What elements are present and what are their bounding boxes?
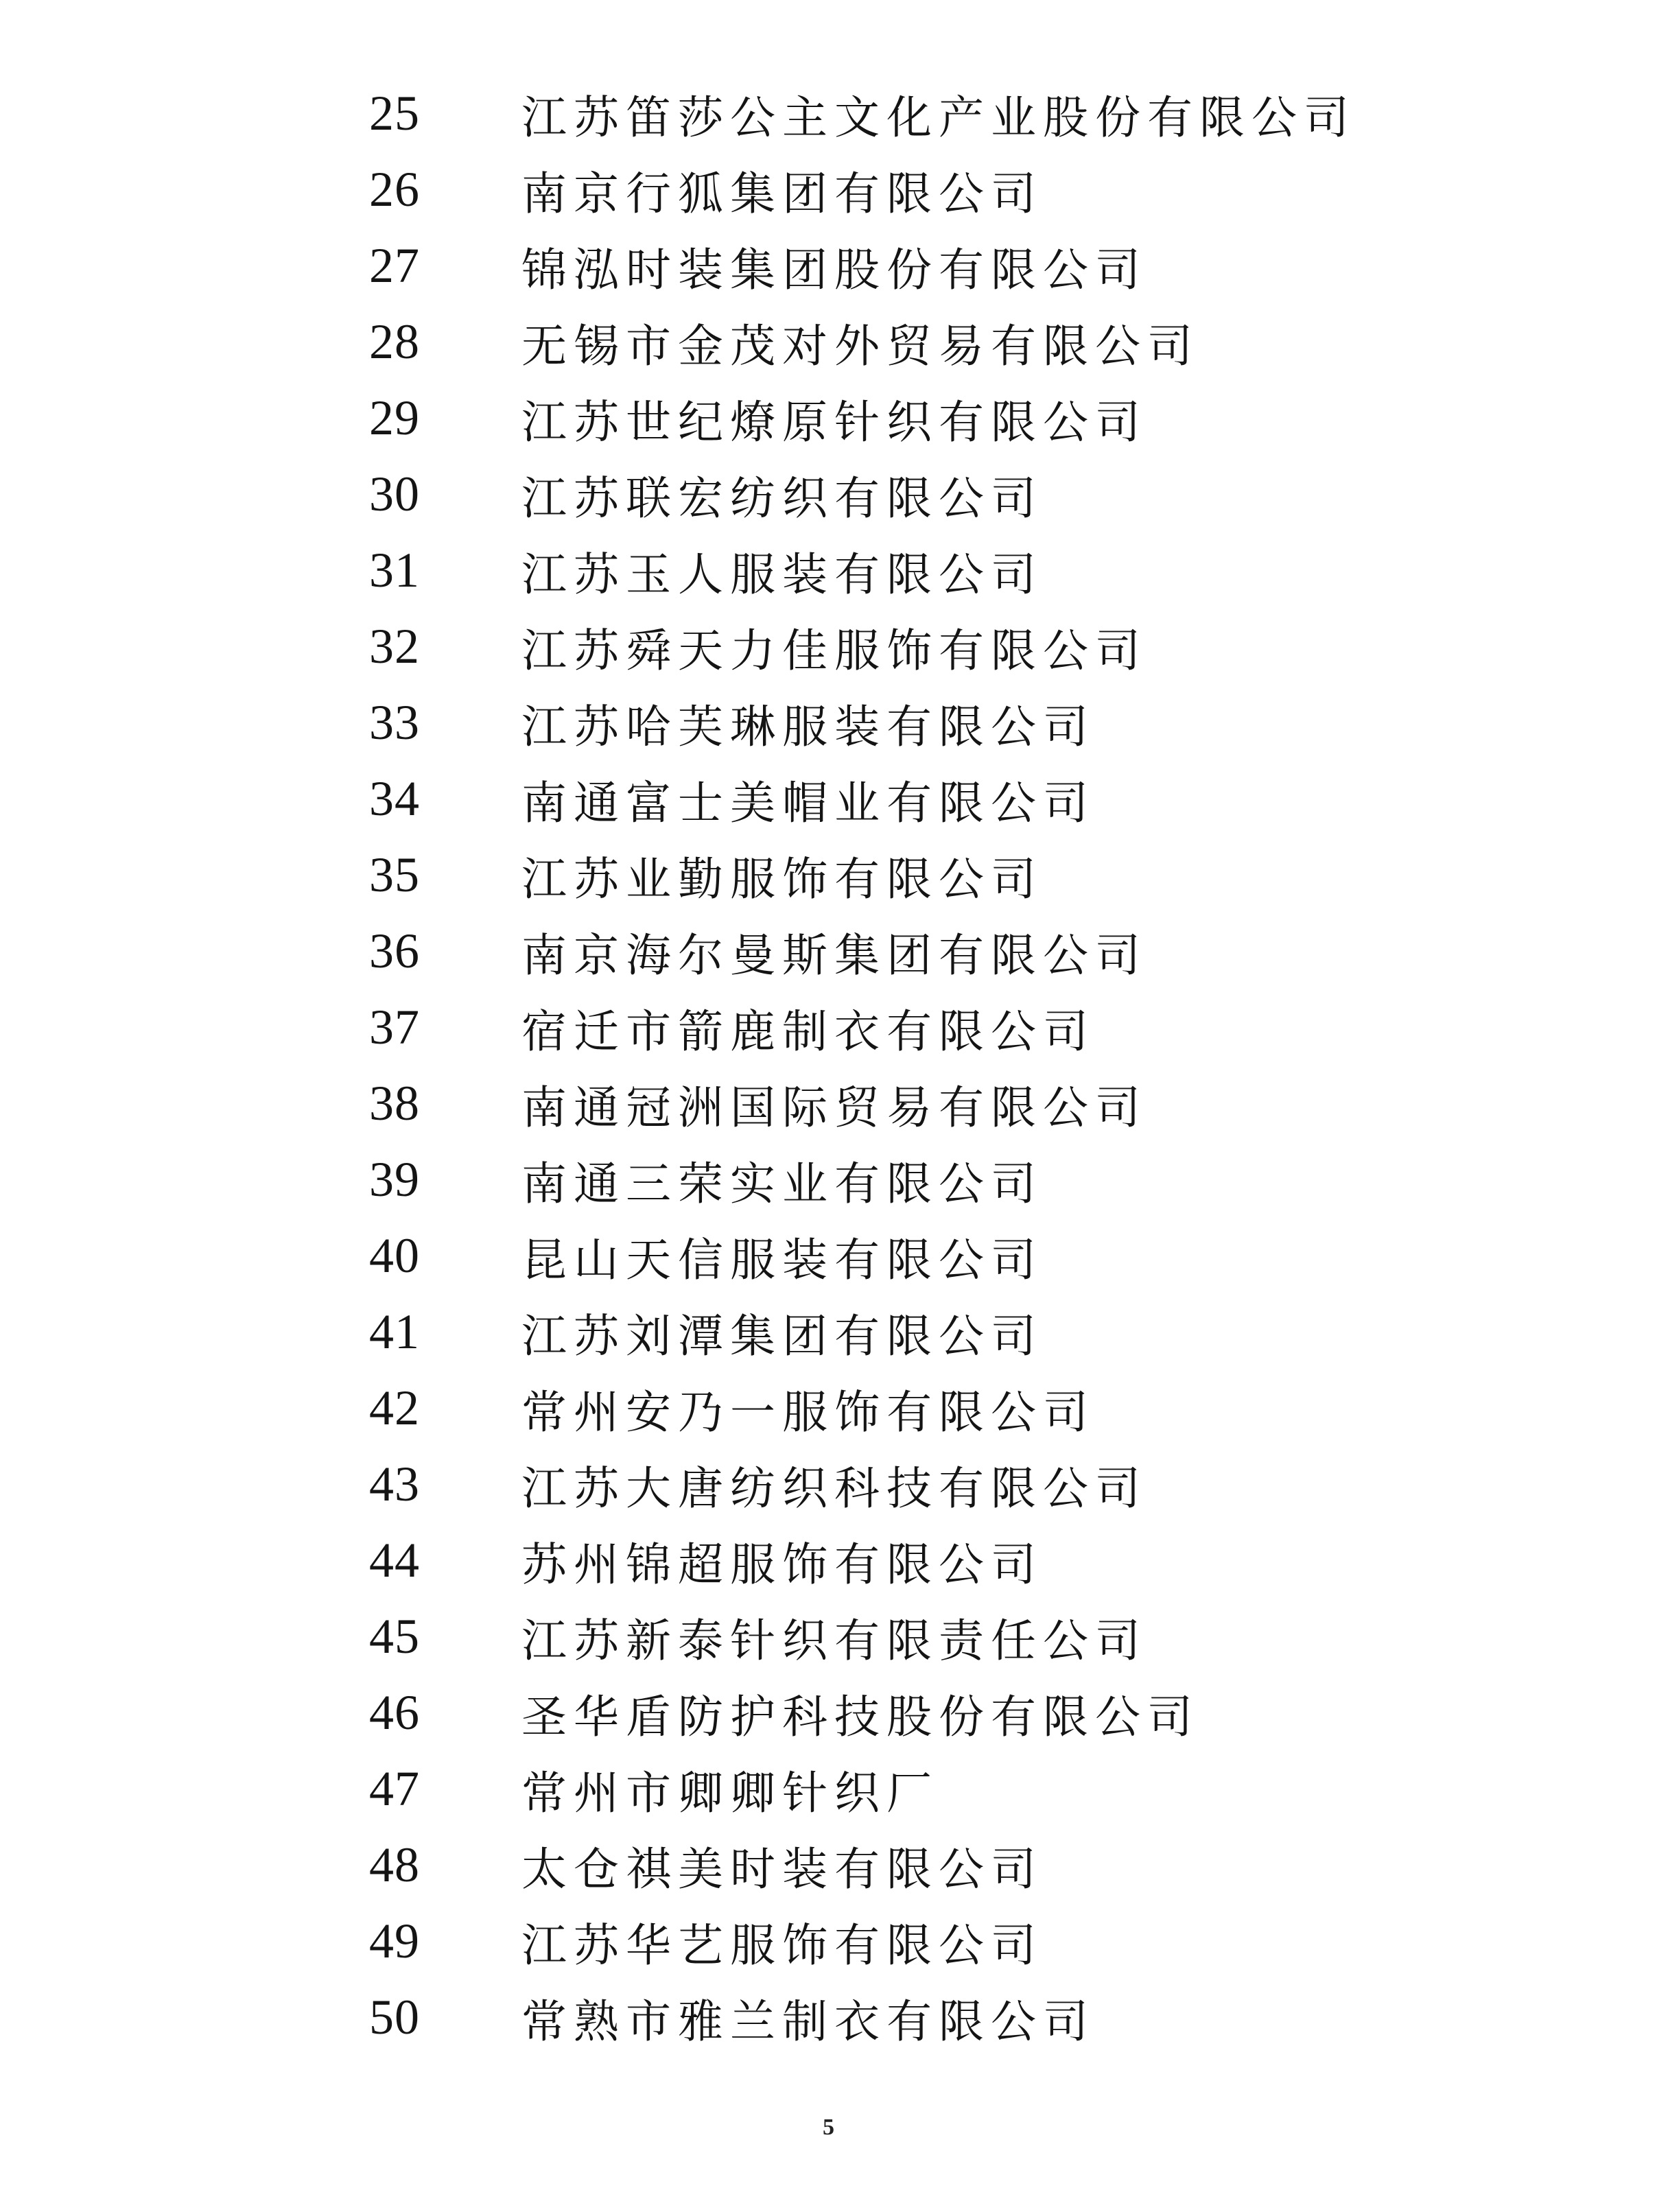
entry-number: 34 (369, 771, 420, 826)
list-item (357, 1370, 1523, 1446)
company-name: 南通富士美帽业有限公司 (521, 777, 1095, 830)
list-item (357, 1903, 1523, 1979)
list-item (357, 1979, 1523, 2056)
entry-number: 37 (369, 1000, 420, 1055)
company-name: 常州市卿卿针织厂 (521, 1767, 939, 1820)
list-item (357, 837, 1523, 913)
list-item (357, 1522, 1523, 1599)
entry-number: 31 (369, 543, 420, 598)
list-item (357, 1751, 1523, 1827)
company-name: 江苏笛莎公主文化产业股份有限公司 (521, 91, 1356, 144)
list-item (357, 761, 1523, 837)
entry-number: 41 (369, 1304, 420, 1359)
company-name: 太仓祺美时装有限公司 (521, 1843, 1043, 1896)
list-item (357, 609, 1523, 685)
entry-number: 32 (369, 619, 420, 674)
list-item (357, 1066, 1523, 1142)
company-name: 南京行狐集团有限公司 (521, 167, 1043, 220)
entry-number: 44 (369, 1533, 420, 1588)
list-item (357, 152, 1523, 228)
entry-number: 28 (369, 314, 420, 369)
company-name: 无锡市金茂对外贸易有限公司 (521, 320, 1199, 373)
company-name: 苏州锦超服饰有限公司 (521, 1538, 1043, 1591)
company-name: 南通冠洲国际贸易有限公司 (521, 1081, 1147, 1134)
entry-number: 25 (369, 86, 420, 141)
company-name: 江苏华艺服饰有限公司 (521, 1919, 1043, 1972)
company-name: 江苏新泰针织有限责任公司 (521, 1614, 1147, 1667)
entry-number: 38 (369, 1076, 420, 1131)
entry-number: 45 (369, 1609, 420, 1664)
list-item (357, 1827, 1523, 1903)
entry-number: 50 (369, 1990, 420, 2045)
company-name: 江苏业勤服饰有限公司 (521, 853, 1043, 906)
list-item (357, 1294, 1523, 1370)
list-item (357, 913, 1523, 989)
list-item (357, 989, 1523, 1066)
company-name: 江苏联宏纺织有限公司 (521, 472, 1043, 525)
company-name: 江苏舜天力佳服饰有限公司 (521, 624, 1147, 677)
company-name: 常熟市雅兰制衣有限公司 (521, 1995, 1095, 2048)
company-name: 江苏世纪燎原针织有限公司 (521, 396, 1147, 449)
entry-number: 33 (369, 695, 420, 750)
list-item (357, 1218, 1523, 1294)
list-item (357, 532, 1523, 609)
list-item (357, 1599, 1523, 1675)
list-item (357, 685, 1523, 761)
company-name: 锦泓时装集团股份有限公司 (521, 244, 1147, 296)
list-item (357, 228, 1523, 304)
company-name: 昆山天信服装有限公司 (521, 1234, 1043, 1286)
entry-number: 30 (369, 467, 420, 521)
list-item (357, 1142, 1523, 1218)
company-name: 常州安乃一服饰有限公司 (521, 1386, 1095, 1439)
list-item (357, 380, 1523, 456)
entry-number: 47 (369, 1761, 420, 1816)
company-name: 南通三荣实业有限公司 (521, 1157, 1043, 1210)
entry-number: 43 (369, 1457, 420, 1511)
entry-number: 49 (369, 1914, 420, 1968)
list-item (357, 456, 1523, 532)
company-name: 江苏哈芙琳服装有限公司 (521, 701, 1095, 753)
entry-number: 48 (369, 1837, 420, 1892)
entry-number: 27 (369, 238, 420, 293)
list-item (357, 1675, 1523, 1751)
entry-number: 26 (369, 162, 420, 217)
company-name: 江苏大唐纺织科技有限公司 (521, 1462, 1147, 1515)
page-number: 5 (823, 2115, 834, 2140)
entry-number: 39 (369, 1152, 420, 1207)
company-list (357, 75, 1523, 2056)
company-name: 圣华盾防护科技股份有限公司 (521, 1691, 1199, 1743)
list-item (357, 1446, 1523, 1522)
entry-number: 36 (369, 923, 420, 978)
company-name: 宿迁市箭鹿制衣有限公司 (521, 1005, 1095, 1058)
entry-number: 40 (369, 1228, 420, 1283)
entry-number: 42 (369, 1380, 420, 1435)
entry-number: 29 (369, 390, 420, 445)
entry-number: 35 (369, 847, 420, 902)
entry-number: 46 (369, 1685, 420, 1740)
list-item (357, 75, 1523, 152)
company-name: 江苏刘潭集团有限公司 (521, 1310, 1043, 1363)
list-item (357, 304, 1523, 380)
company-name: 南京海尔曼斯集团有限公司 (521, 929, 1147, 982)
company-name: 江苏玉人服装有限公司 (521, 548, 1043, 601)
